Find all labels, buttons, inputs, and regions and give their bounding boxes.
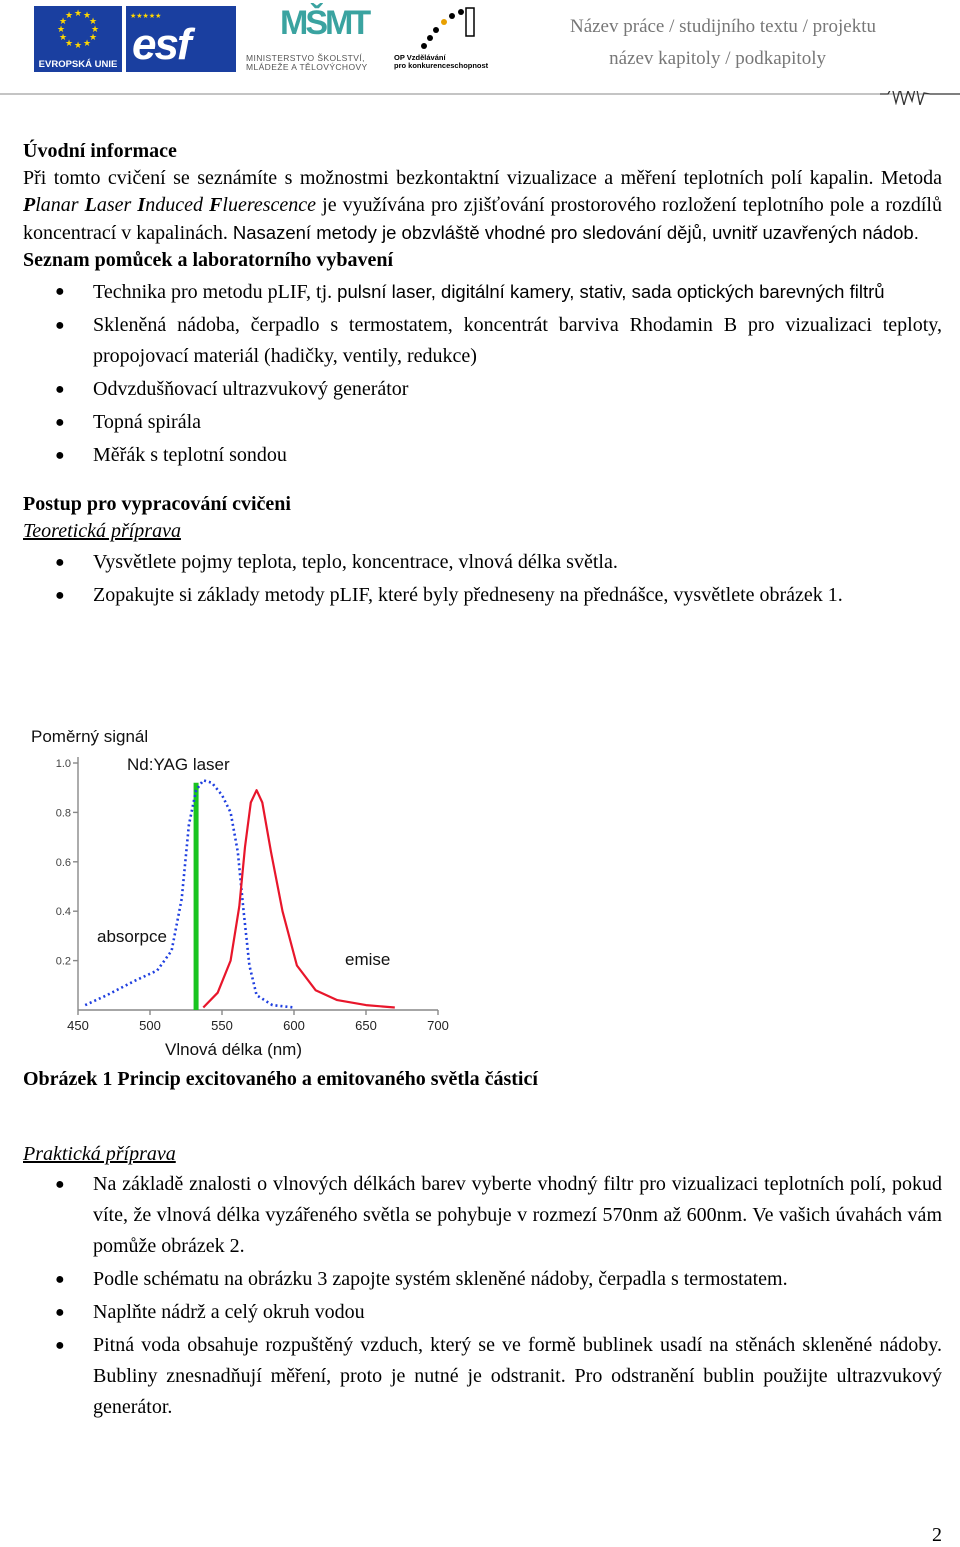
x-tick-label: 500 xyxy=(139,1018,161,1033)
svg-text:★: ★ xyxy=(73,9,83,19)
list-item-text: Naplňte nádrž a celý okruh vodou xyxy=(93,1301,365,1323)
msmt-logo-text xyxy=(246,54,396,72)
spectrum-figure xyxy=(23,718,463,1064)
list-item xyxy=(23,1264,942,1295)
y-tick-label: 1.0 xyxy=(55,758,71,770)
series-line-absorpce xyxy=(85,780,294,1007)
list-item-text: Skleněná nádoba, čerpadlo s termostatem, koncentrát barviva Rhodamin B pro vizualizaci teploty, propojovací materiál (hadičky, ventily, redukce) xyxy=(93,314,942,367)
list-item xyxy=(23,407,942,438)
series-label-absorpce: absorpce xyxy=(97,927,167,946)
page-number: 2 xyxy=(932,1524,942,1546)
y-tick-label: 0.8 xyxy=(55,807,71,820)
header-rule xyxy=(0,91,960,105)
list-item xyxy=(23,1330,942,1423)
bullet-icon: ● xyxy=(55,283,65,300)
list-item-text: Topná spirála xyxy=(93,411,202,433)
list-item xyxy=(23,547,942,578)
intro-heading: Úvodní informace xyxy=(23,140,177,162)
svg-text:★: ★ xyxy=(73,41,83,51)
eu-stars-icon xyxy=(34,6,122,56)
list-item xyxy=(23,580,942,611)
list-item-text: Technika pro metodu pLIF, tj. xyxy=(93,281,338,303)
intro-text-italic: luerescence xyxy=(222,194,317,216)
svg-text:★: ★ xyxy=(58,33,68,43)
intro-text-italic: aser xyxy=(96,194,138,216)
bullet-icon: ● xyxy=(55,1271,65,1288)
esf-logo-text: esf xyxy=(132,20,190,69)
acronym-letter: I xyxy=(137,194,146,216)
x-tick-label: 650 xyxy=(355,1018,377,1033)
list-item xyxy=(23,440,942,471)
bullet-icon: ● xyxy=(55,1304,65,1321)
eu-logo xyxy=(34,6,122,72)
equipment-list xyxy=(23,276,942,471)
spectrum-chart xyxy=(23,718,463,1064)
acronym-letter: F xyxy=(209,194,223,216)
x-axis-title: Vlnová délka (nm) xyxy=(165,1040,303,1059)
list-item xyxy=(23,1297,942,1328)
intro-text-sans: Nasazení metody je obzvláště vhodné pro sledování dějů, uvnitř uzavřených nádob. xyxy=(232,222,919,243)
op-logo-text xyxy=(394,54,488,70)
page-header xyxy=(0,0,960,108)
bullet-icon: ● xyxy=(55,1337,65,1354)
svg-text:★: ★ xyxy=(64,11,74,21)
op-text-line: OP Vzdělávání xyxy=(394,53,446,62)
intro-text-italic: lanar xyxy=(35,194,85,216)
chart-series xyxy=(85,780,395,1010)
bullet-icon: ● xyxy=(55,414,65,431)
practice-list xyxy=(23,1169,942,1423)
list-item-text-sans: pulsní laser, digitální kamery, stativ, sada optických barevných filtrů xyxy=(337,281,885,302)
series-label-emise: emise xyxy=(345,950,391,969)
list-item xyxy=(23,276,942,308)
acronym-letter: L xyxy=(84,194,97,216)
practice-heading: Praktická příprava xyxy=(23,1143,176,1165)
list-item-text: Na základě znalosti o vlnových délkách barev vyberte vhodný filtr pro vizualizaci teplotních polí, pokud víte, že vlnová délka vyzářeného světla se pohybuje v rozmezí 570nm až 600nm. Ve vašich úvahách vám pomůže obrázek 2. xyxy=(93,1173,942,1257)
svg-text:★: ★ xyxy=(58,17,68,27)
list-item xyxy=(23,374,942,405)
list-item xyxy=(23,1169,942,1262)
list-item-text: Odvzdušňovací ultrazvukový generátor xyxy=(93,378,409,400)
intro-text: Při tomto cvičení se seznámíte s možnostmi bezkontaktní vizualizace a měření teplotních polí kapalin. Metoda xyxy=(23,167,942,189)
intro-text: je využívána pro zjišťování prostorového rozložení teplotního pole a rozdílů koncentrací v kapalinách. xyxy=(23,194,942,244)
x-tick-label: 600 xyxy=(283,1018,305,1033)
procedure-heading: Postup pro vypracování cvičeni xyxy=(23,493,291,515)
theory-heading: Teoretická příprava xyxy=(23,520,181,542)
y-tick-label: 0.6 xyxy=(55,856,71,869)
op-logo-icon xyxy=(416,6,476,52)
svg-text:★: ★ xyxy=(90,25,100,35)
svg-text:★: ★ xyxy=(82,11,92,21)
intro-text-italic: nduced xyxy=(145,194,210,216)
header-title: Název práce / studijního textu / projektu xyxy=(569,16,876,37)
msmt-logo xyxy=(246,4,386,76)
bullet-icon: ● xyxy=(55,1176,65,1193)
x-tick-label: 450 xyxy=(67,1018,89,1033)
bullet-icon: ● xyxy=(55,317,65,334)
x-tick-label: 700 xyxy=(427,1018,449,1033)
op-text-line: pro konkurenceschopnost xyxy=(394,61,489,70)
svg-text:★★★★★: ★★★★★ xyxy=(130,12,162,20)
esf-logo xyxy=(126,6,236,72)
bullet-icon: ● xyxy=(55,554,65,571)
list-item-text: Zopakujte si základy metody pLIF, které byly předneseny na přednášce, vysvětlete obrázek 1. xyxy=(93,584,843,606)
x-tick-label: 550 xyxy=(211,1018,233,1033)
acronym-letter: P xyxy=(23,194,36,216)
document-body xyxy=(23,138,942,611)
svg-text:★: ★ xyxy=(88,17,98,27)
svg-text:★: ★ xyxy=(64,39,74,49)
laser-label: Nd:YAG laser xyxy=(127,755,230,774)
svg-text:★: ★ xyxy=(56,25,66,35)
y-tick-label: 0.2 xyxy=(55,955,71,968)
series-line-emise xyxy=(203,790,394,1007)
list-item xyxy=(23,310,942,372)
equipment-heading: Seznam pomůcek a laboratorního vybavení xyxy=(23,249,394,271)
figure-caption: Obrázek 1 Princip excitovaného a emitovaného světla částicí xyxy=(23,1068,538,1090)
msmt-text-line: MLÁDEŽE A TĚLOVÝCHOVY xyxy=(246,62,368,72)
y-axis-title: Poměrný signál xyxy=(31,727,149,746)
header-subtitle: název kapitoly / podkapitoly xyxy=(609,48,826,69)
list-item-text: Podle schématu na obrázku 3 zapojte systém skleněné nádoby, čerpadla s termostatem. xyxy=(93,1268,788,1290)
intro-paragraph xyxy=(23,165,942,247)
op-logo xyxy=(394,4,504,76)
list-item-text: Pitná voda obsahuje rozpuštěný vzduch, který se ve formě bublinek usadí na stěnách skleněné nádoby. Bubliny znesnadňují měření, proto je nutné je odstranit. Pro odstranění bublin použijte ultrazvukový generátor. xyxy=(93,1334,942,1418)
theory-list xyxy=(23,547,942,611)
bullet-icon: ● xyxy=(55,447,65,464)
practice-section xyxy=(23,1141,942,1423)
list-item-text: Měřák s teplotní sondou xyxy=(93,444,287,466)
list-item-text: Vysvětlete pojmy teplota, teplo, koncentrace, vlnová délka světla. xyxy=(93,551,618,573)
svg-text:★: ★ xyxy=(88,33,98,43)
msmt-mark: MŠMT xyxy=(280,4,369,42)
eu-logo-text: EVROPSKÁ UNIE xyxy=(38,59,118,70)
msmt-text-line: MINISTERSTVO ŠKOLSTVÍ, xyxy=(246,53,365,63)
bullet-icon: ● xyxy=(55,381,65,398)
chart-labels xyxy=(31,727,390,1059)
y-tick-label: 0.4 xyxy=(55,906,71,919)
bullet-icon: ● xyxy=(55,587,65,604)
svg-text:★: ★ xyxy=(82,39,92,49)
